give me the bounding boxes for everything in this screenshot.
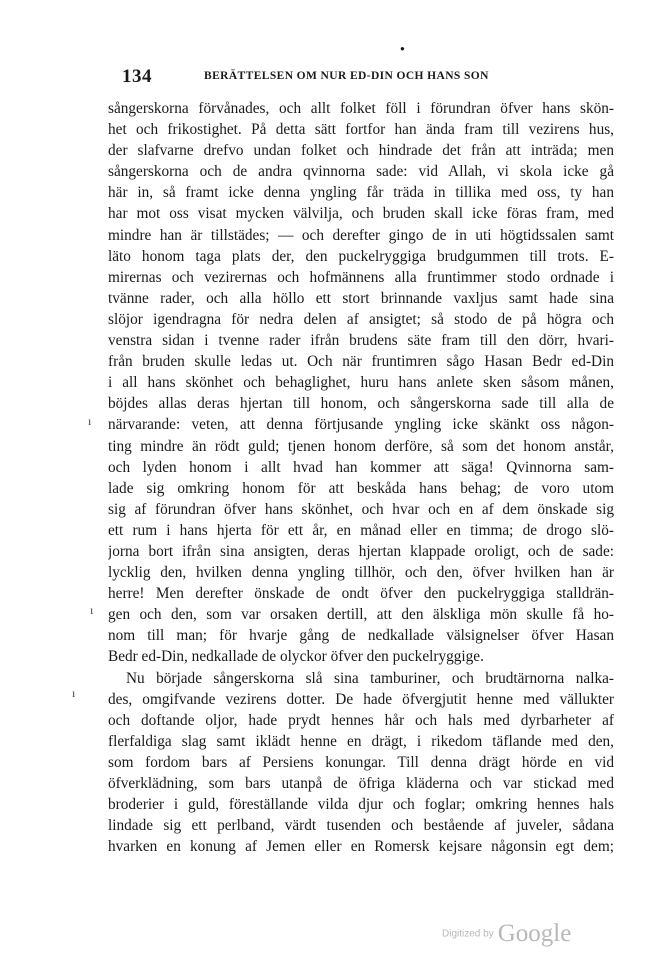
body-text [108, 98, 614, 857]
text-line: Nu började sångerskorna slå sina tamburiner, och brudtärnorna nalka- [126, 669, 614, 687]
text-line: nom till man; för hvarje gång de nedkallade välsignelser öfver Hasan [108, 627, 614, 645]
text-line: tvänne rader, och alla höllo ett stort brinnande vaxljus samt hade sina [108, 289, 614, 307]
text-line: jorna bort ifrån sina ansigten, deras hjertan klappade oroligt, och de sade: [108, 542, 614, 560]
text-line: mirernas och vezirernas och hofmännens alla fruntimmer stodo ordnade i [108, 268, 614, 286]
watermark-prefix: Digitized by [442, 928, 494, 940]
text-line: närvarande: veten, att denna förtjusande yngling icke skänkt oss någon- [108, 416, 614, 434]
running-title: BERÄTTELSEN OM NUR ED-DIN OCH HANS SON [204, 70, 489, 82]
text-line: des, omgifvande vezirens dotter. De hade öfvergjutit henne med vällukter [108, 690, 614, 708]
text-line: sångerskorna och de andra qvinnorna sade: vid Allah, vi skola icke gå [108, 163, 614, 181]
text-line: sig af förundran öfver hans skönhet, och hvar och en af dem önskade sig [108, 500, 614, 518]
text-line: böjdes allas deras hjertan till honom, och sångerskorna sade till alla de [108, 395, 614, 413]
text-line: flerfaldiga slag samt iklädt henne en drägt, i rikedom täflande med den, [108, 732, 614, 750]
text-line: Bedr ed-Din, nedkallade de olyckor öfver den puckelryggige. [108, 648, 484, 666]
text-line: lycklig den, hvilken denna yngling tillhör, och den, öfver hvilken han är [108, 564, 614, 582]
text-line: slöjor igendragna för nedra delen af ansigtet; så stodo de på högra och [108, 310, 614, 328]
text-line: och lyden honom i allt hvad han kommer att säga! Qvinnorna sam- [108, 458, 614, 476]
margin-mark: ı [90, 603, 94, 617]
text-line: öfverklädning, som bars utanpå de öfriga kläderna och var stickad med [108, 775, 614, 792]
text-line: der slafvarne drefvo undan folket och hindrade det från att inträda; men [108, 142, 614, 160]
decorative-dot: ● [400, 44, 405, 53]
google-logo: Google [497, 920, 572, 947]
page-number: 134 [122, 66, 152, 87]
text-line: i all hans skönhet och behaglighet, huru hans anlete sken såsom månen, [108, 374, 614, 392]
paragraph [108, 98, 614, 668]
margin-mark: ı [88, 414, 92, 428]
text-line: och doftande oljor, hade prydt hennes hår och hals med dyrbarheter af [108, 711, 614, 729]
text-line: lade sig omkring honom för att beskåda hans behag; de voro utom [108, 479, 614, 497]
text-line: venstra sidan i tvenne rader ifrån brudens säte fram till den dörr, hvari- [108, 332, 614, 350]
text-line: broderier i guld, föreställande vilda djur och foglar; omkring hennes hals [108, 796, 614, 814]
text-line: mindre han är tillstädes; — och derefter gingo de in uti högtidssalen samt [108, 226, 614, 244]
text-line: herre! Men derefter önskade de ondt öfver den puckelryggiga stalldrän- [108, 585, 614, 603]
text-line: het och frikostighet. På detta sätt fortfor han ända fram till vezirens hus, [108, 121, 614, 139]
text-line: läto honom taga plats der, den puckelryggiga brudgummen till trots. E- [108, 247, 614, 265]
page-header [122, 66, 517, 90]
text-line: ett rum i hans hjerta för ett år, en månad eller en timma; de drogo slö- [108, 521, 614, 539]
text-line: gen och den, som var orsaken dertill, att den älskliga mön skulle få ho- [108, 606, 614, 624]
text-line: här in, så framt icke denna yngling får träda in tillika med oss, ty han [108, 184, 614, 202]
text-line: ting mindre än rödt guld; tjenen honom derföre, så som det honom anstår, [108, 437, 614, 455]
text-line: som fordom bars af Persiens konungar. Till denna drägt hörde en vid [108, 753, 614, 771]
digitized-by-google-watermark [442, 920, 571, 948]
text-line: hvarken en konung af Jemen eller en Romersk kejsare någonsin egt dem; [108, 838, 614, 856]
text-line: har mot oss visat mycken välvilja, och bruden skall icke föras fram, med [108, 205, 614, 223]
text-line: lindade sig ett perlband, värdt tusenden och bestående af juveler, sådana [108, 817, 614, 835]
margin-mark: ı [72, 686, 76, 700]
text-line: från bruden skulle ledas ut. Och när fruntimren sågo Hasan Bedr ed-Din [108, 353, 614, 371]
text-line: sångerskorna förvånades, och allt folket föll i förundran öfver hans skön- [108, 100, 614, 117]
paragraph [108, 668, 614, 858]
